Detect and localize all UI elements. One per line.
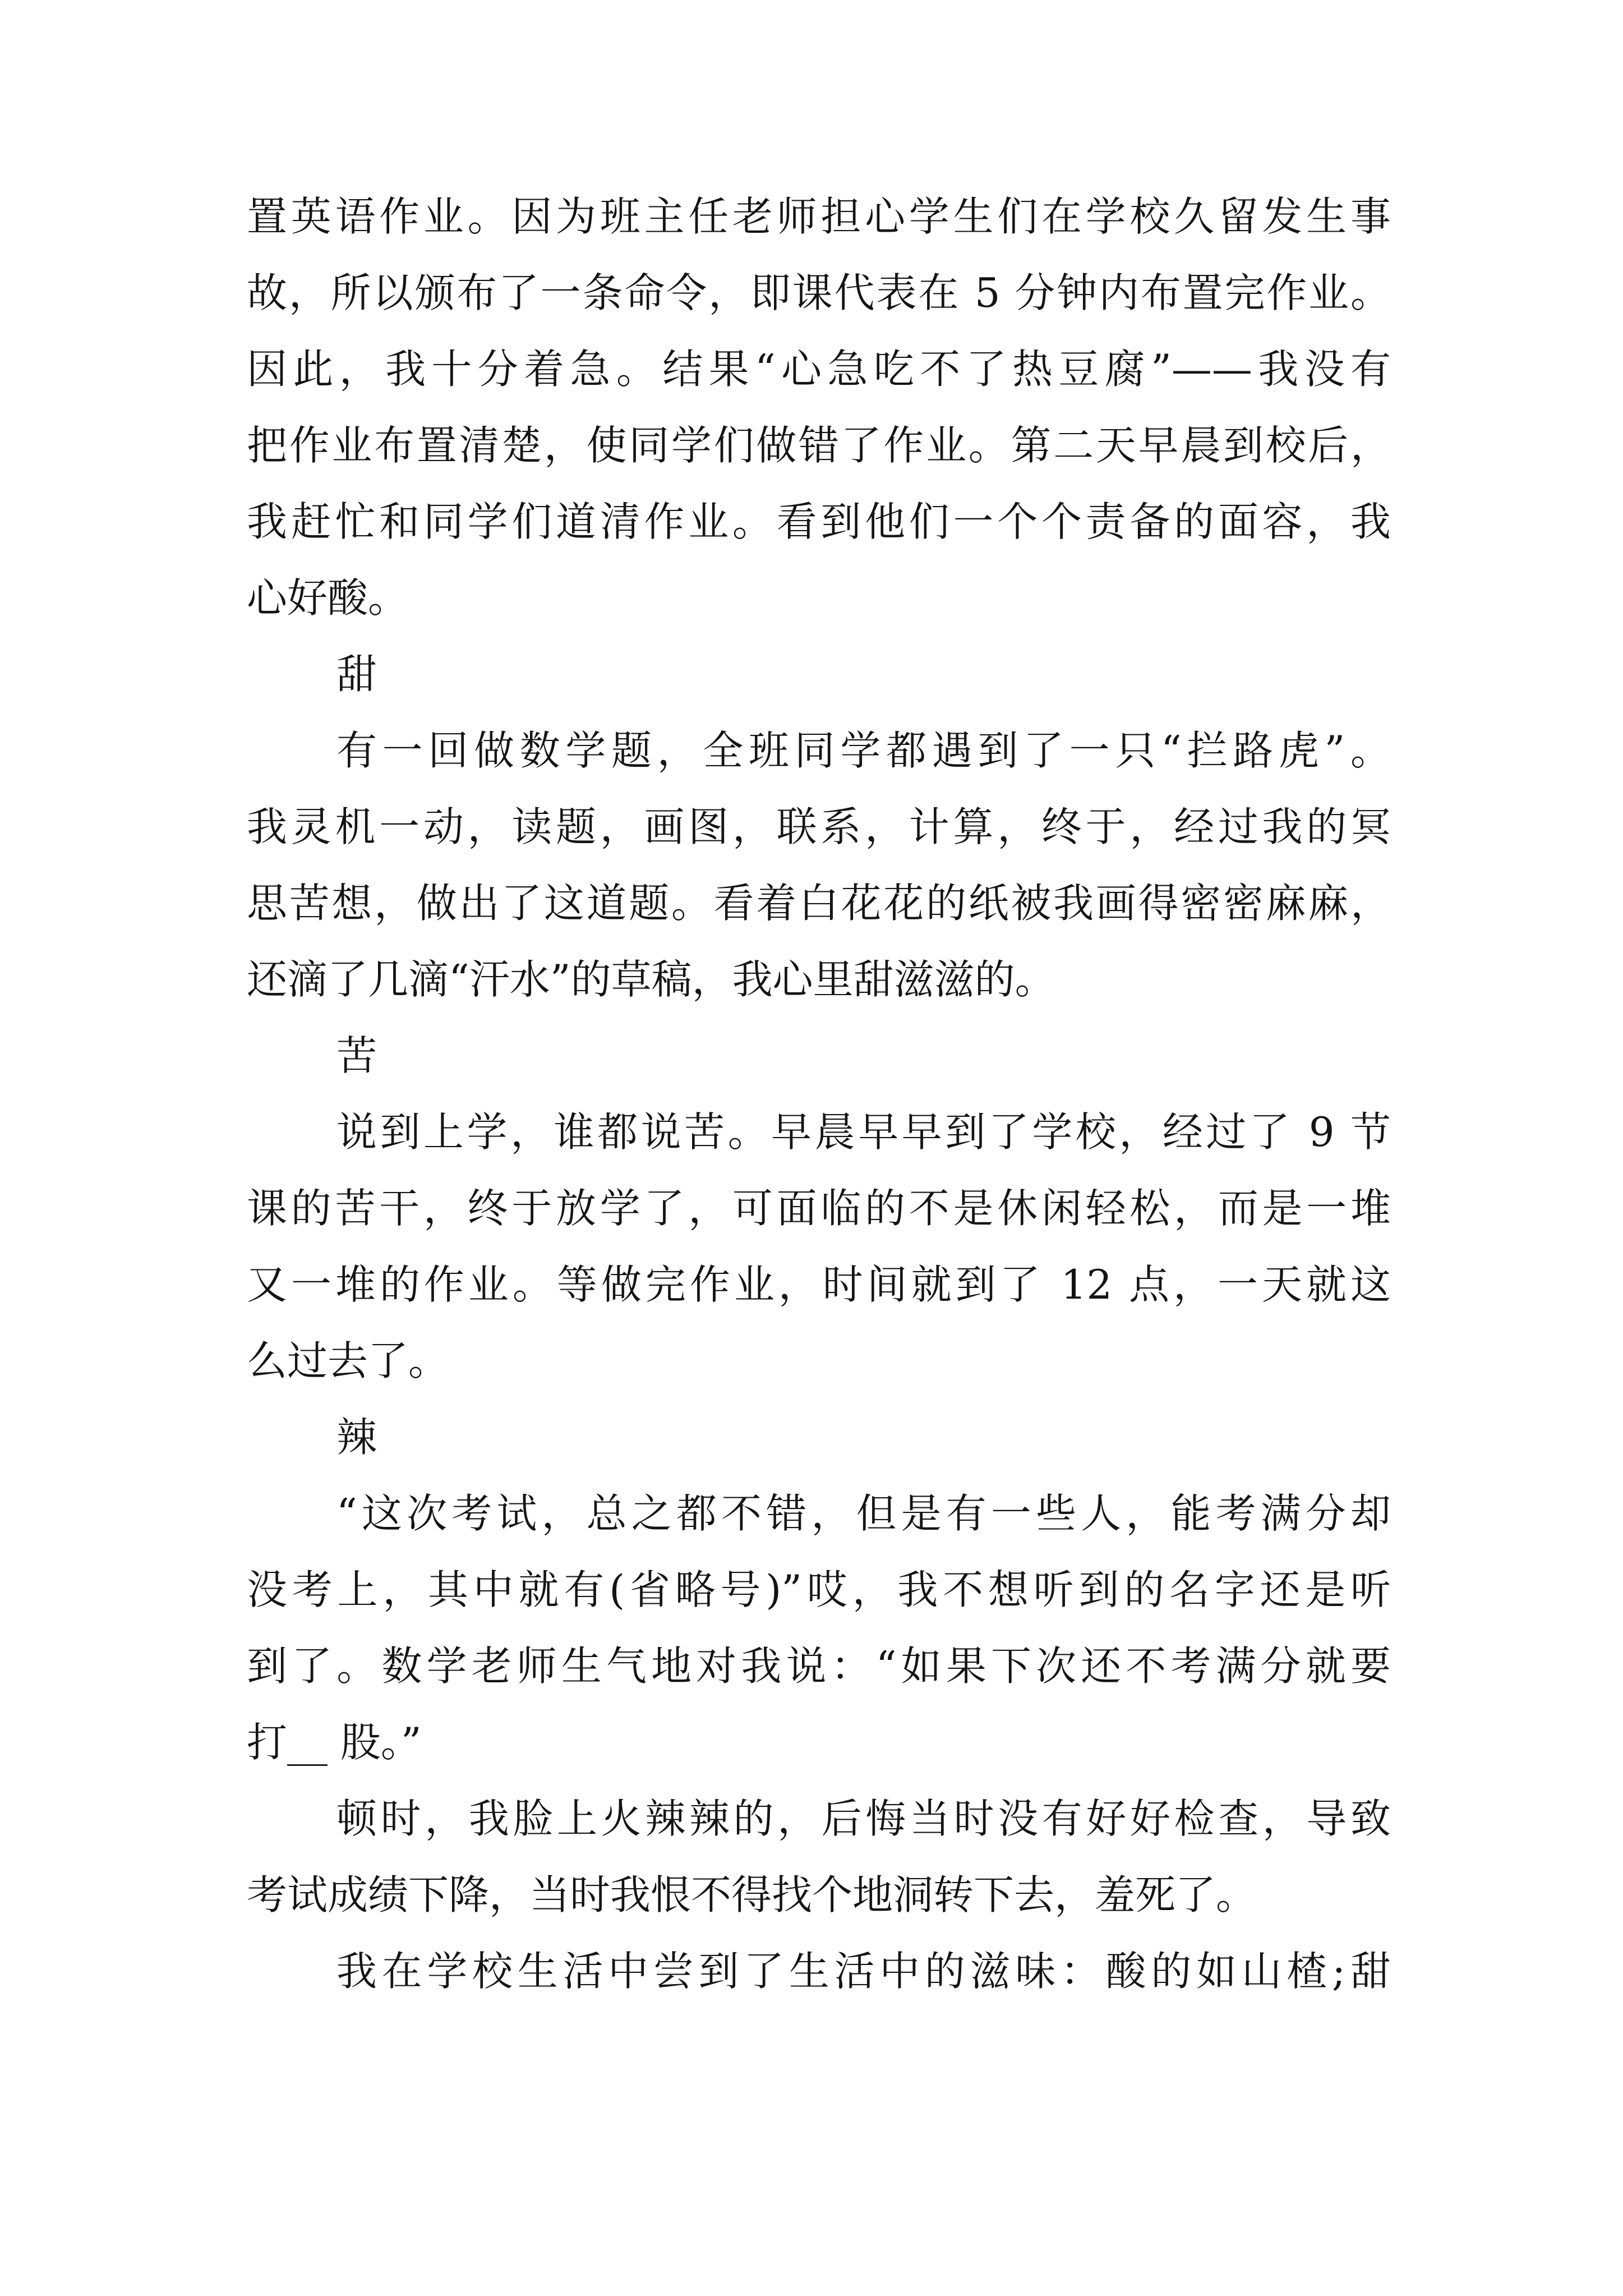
text-line: 还滴了几滴“汗水”的草稿，我心里甜滋滋的。 — [247, 956, 1055, 1003]
text-line: 故，所以颁布了一条命令，即课代表在 5 分钟内布置完作业。 — [247, 269, 1391, 316]
text-line: 思苦想，做出了这道题。看着白花花的纸被我画得密密麻麻， — [247, 880, 1391, 927]
text-line: 没考上，其中就有(省略号)”哎，我不想听到的名字还是听 — [247, 1566, 1391, 1613]
text-line: 到了。数学老师生气地对我说：“如果下次还不考满分就要 — [247, 1642, 1391, 1690]
text-line: 我灵机一动，读题，画图，联系，计算，终于，经过我的冥 — [247, 803, 1391, 850]
section-heading: 甜 — [336, 651, 377, 698]
text-line: 考试成绩下降，当时我恨不得找个地洞转下去，羞死了。 — [247, 1871, 1257, 1918]
text-line: 说到上学，谁都说苦。早晨早早到了学校，经过了 9 节 — [336, 1108, 1391, 1156]
text-line: 打__ 股。” — [247, 1719, 422, 1766]
text-line: 心好酸。 — [247, 574, 409, 622]
section-heading: 苦 — [336, 1032, 377, 1079]
text-line: 课的苦干，终于放学了，可面临的不是休闲轻松，而是一堆 — [247, 1185, 1391, 1232]
text-line: 置英语作业。因为班主任老师担心学生们在学校久留发生事 — [247, 193, 1391, 240]
text-line: 又一堆的作业。等做完作业，时间就到了 12 点，一天就这 — [247, 1261, 1391, 1308]
text-line: 我在学校生活中尝到了生活中的滋味：酸的如山楂;甜 — [336, 1948, 1391, 1995]
text-line: 么过去了。 — [247, 1337, 449, 1384]
text-line: 有一回做数学题，全班同学都遇到了一只“拦路虎”。 — [336, 727, 1391, 774]
section-heading: 辣 — [336, 1414, 377, 1461]
text-line: 我赶忙和同学们道清作业。看到他们一个个责备的面容，我 — [247, 498, 1391, 545]
text-line: 把作业布置清楚，使同学们做错了作业。第二天早晨到校后， — [247, 422, 1391, 469]
text-line: 顿时，我脸上火辣辣的，后悔当时没有好好检查，导致 — [336, 1795, 1391, 1842]
text-line: “这次考试，总之都不错，但是有一些人，能考满分却 — [336, 1490, 1391, 1537]
text-line: 因此，我十分着急。结果“心急吃不了热豆腐”——我没有 — [247, 346, 1391, 393]
